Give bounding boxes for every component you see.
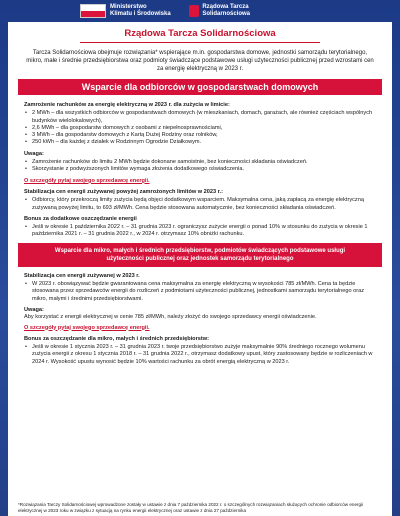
list-item: • 2 MWh – dla wszystkich odbiorców w gospodarstwach domowych (w mieszkaniach, domach, garażach, ale również częściach wspólnych budynków wielolokalowych), (24, 110, 376, 125)
details-link[interactable]: O szczegóły pytaj swojego sprzedawcę energii. (24, 324, 150, 331)
polish-flag-icon (80, 4, 106, 18)
bonus-list (24, 224, 376, 239)
list-item: • 2,6 MWh – dla gospodarstw domowych z osobami z niepełnosprawnościami, (24, 125, 376, 132)
shield-emblem-icon (189, 5, 199, 17)
list-item: • Jeśli w okresie 1 stycznia 2023 r. – 31 grudnia 2023 r. twoje przedsiębiorstwo zużyje maksymalnie 90% średniego rocznego wolumenu zużycia energii z okresu 1 stycznia 2018 r. – 31 grudnia 2022 r., otrzymasz dodatkowy upust, który zastosowany będzie w rozliczeniach w 2024 r. Wysokość upustu wynosić będzie 10% wartości rachunku za obrót energią elektryczną w 2023 r. (24, 344, 376, 366)
tarcza-logo-text: Rządowa Tarcza Solidarnościowa (202, 4, 250, 17)
note-text: Aby korzystać z energii elektrycznej w cenie 785 zł/MWh, należy złożyć do swojego sprzedawcy energii oświadczenie. (24, 314, 317, 321)
list-item: • 3 MWh – dla gospodarstw domowych z Kartą Dużej Rodziny oraz rolników, (24, 132, 376, 139)
list-item: • Odbiorcy, który przekroczą limity zużycia będą objęci dodatkowym wsparciem. Maksymalna cena, jaką zapłacą za energię elektryczną zużywaną powyżej limitu, to 693 zł/MWh. Cena będzie stosowana automatycznie, bez konieczności składania oświadczeń. (24, 197, 376, 212)
list-item: • Jeśli w okresie 1 października 2022 r. – 31 grudnia 2023 r. ograniczysz zużycie energii o ponad 10% w stosunku do zużycia w okresie 1 października 2021 r. – 31 grudnia 2022 r., w 2024 r. otrzymasz 10% obniżki rachunku. (24, 224, 376, 239)
bonus-list (24, 344, 376, 366)
tarcza-logo (189, 4, 250, 18)
stabilization-heading: Stabilizacja cen energii zużywanej w 2023 r. (24, 272, 140, 279)
document-sheet (8, 22, 392, 516)
ministry-logo (80, 4, 171, 18)
page-title: Rządowa Tarcza Solidarnościowa (124, 28, 276, 39)
details-link[interactable]: O szczegóły pytaj swojego sprzedawcę energii. (24, 177, 150, 184)
bonus-heading: Bonus za dodatkowe oszczędzanie energii (24, 215, 137, 222)
header (0, 0, 400, 22)
footnote: *Rozwiązania Tarczy Solidarnościowej wprowadzone zostały w ustawie z dnia 7 października 2022 r. o szczególnych rozwiązaniach służących ochronie odbiorców energii elektrycznej w 2023 roku w związku z sytuacją na rynku energii elektrycznej oraz ustawie z dnia 27 października (18, 502, 364, 513)
section2-banner: Wsparcie dla mikro, małych i średnich przedsiębiorstw, podmiotów świadczących podstawowe usługi użyteczności publicznej oraz jednostek samorządu terytorialnego (18, 243, 382, 267)
note-heading: Uwaga: (24, 306, 44, 313)
bonus-heading: Bonus za oszczędzanie dla mikro, małych i średnich przedsiębiorstw: (24, 335, 209, 342)
stabilization-list (24, 281, 376, 303)
list-item: • Skorzystanie z podwyższonych limitów wymaga złożenia dodatkowego oświadczenia. (24, 166, 376, 173)
intro-paragraph: Tarcza Solidarnościowa obejmuje rozwiązania* wspierające m.in. gospodarstwa domowe, jednostki samorządu terytorialnego, mikro, małe i średnie przedsiębiorstwa oraz podmioty świadczące podstawowe usługi użyteczności publicznej przed wzrostami cen za energię elektryczną w 2023 r. (26, 50, 374, 72)
note-list (24, 159, 376, 174)
section2-body (8, 273, 392, 366)
list-item: • W 2023 r. obowiązywać będzie gwarantowana cena maksymalna za energię elektryczną w wysokości 785 zł/MWh. Cena ta będzie stosowana przez sprzedawców energii do rozliczeń z podmiotami użyteczności publicznej, jednostkami samorządu terytorialnego oraz mikro, małymi i średnimi przedsiębiorstwami. (24, 281, 376, 303)
note-heading: Uwaga: (24, 150, 44, 157)
list-item: • 250 kWh – dla każdej z działek w Rodzinnym Ogrodzie Działkowym. (24, 139, 376, 146)
freeze-list (24, 110, 376, 146)
list-item: • Zamrożenie rachunków do limitu 2 MWh będzie dokonane samoistnie, bez konieczności składania oświadczeń. (24, 159, 376, 166)
section1-body (8, 102, 392, 239)
section1-banner: Wsparcie dla odbiorców w gospodarstwach domowych (18, 79, 382, 95)
ministry-name: Ministerstwo Klimatu i Środowiska (110, 4, 171, 17)
stabilization-list (24, 197, 376, 212)
title-underline (80, 42, 320, 43)
stabilization-heading: Stabilizacja cen energii zużywanej powyżej zamrożonych limitów w 2023 r.: (24, 188, 223, 195)
freeze-heading: Zamrożenie rachunków za energię elektryczną w 2023 r. dla zużycia w limicie: (24, 102, 230, 108)
